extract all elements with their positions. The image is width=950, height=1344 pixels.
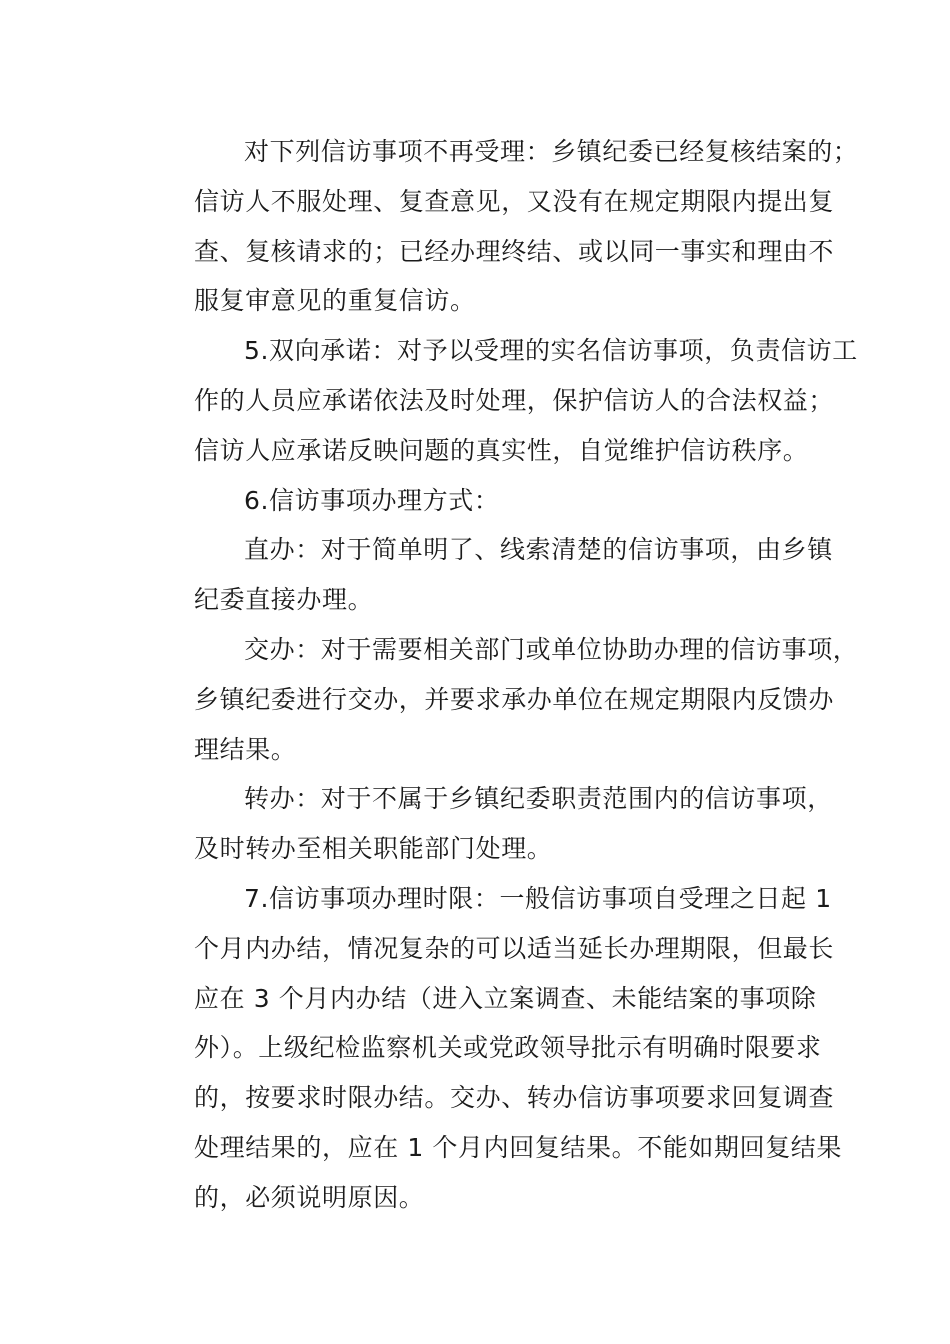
paragraph-direct-handling bbox=[144, 525, 844, 625]
text-line: 处理结果的，应在 1 个月内回复结果。不能如期回复结果 bbox=[194, 1132, 843, 1162]
text-line: 作的人员应承诺依法及时处理，保护信访人的合法权益； bbox=[194, 385, 835, 415]
text-line: 个月内办结，情况复杂的可以适当延长办理期限，但最长 bbox=[194, 933, 835, 963]
document-body bbox=[144, 127, 859, 1223]
text-line: 直办：对于简单明了、线索清楚的信访事项，由乡镇 bbox=[244, 535, 833, 565]
text-line: 6.信访事项办理方式： bbox=[244, 485, 500, 515]
text-line: 外）。上级纪检监察机关或党政领导批示有明确时限要求 bbox=[194, 1033, 822, 1063]
text-line: 信访人应承诺反映问题的真实性，自觉维护信访秩序。 bbox=[194, 435, 809, 465]
text-line: 乡镇纪委进行交办，并要求承办单位在规定期限内反馈办 bbox=[194, 684, 835, 714]
text-line: 及时转办至相关职能部门处理。 bbox=[194, 834, 553, 864]
text-line: 信访人不服处理、复查意见，又没有在规定期限内提出复 bbox=[194, 186, 835, 216]
text-line: 应在 3 个月内办结（进入立案调查、未能结案的事项除 bbox=[194, 983, 817, 1013]
text-line: 交办：对于需要相关部门或单位协助办理的信访事项， bbox=[244, 634, 859, 664]
text-line: 理结果。 bbox=[194, 734, 297, 764]
paragraph-transferred-handling bbox=[144, 774, 844, 874]
text-line: 纪委直接办理。 bbox=[194, 585, 374, 615]
text-line: 7.信访事项办理时限：一般信访事项自受理之日起 1 bbox=[244, 883, 832, 913]
paragraph-not-accepted bbox=[144, 127, 859, 326]
paragraph-time-limits bbox=[144, 874, 844, 1223]
paragraph-handling-methods-heading bbox=[144, 476, 844, 526]
text-line: 的，必须说明原因。 bbox=[194, 1182, 425, 1212]
text-line: 查、复核请求的；已经办理终结、或以同一事实和理由不 bbox=[194, 236, 835, 266]
paragraph-two-way-commitment bbox=[144, 326, 858, 475]
text-line: 对下列信访事项不再受理：乡镇纪委已经复核结案的； bbox=[244, 137, 859, 166]
text-line: 的，按要求时限办结。交办、转办信访事项要求回复调查 bbox=[194, 1083, 835, 1113]
text-line: 服复审意见的重复信访。 bbox=[194, 286, 476, 316]
text-line: 5.双向承诺：对予以受理的实名信访事项，负责信访工 bbox=[244, 336, 858, 366]
text-line: 转办：对于不属于乡镇纪委职责范围内的信访事项， bbox=[244, 784, 833, 814]
paragraph-assigned-handling bbox=[144, 625, 859, 774]
